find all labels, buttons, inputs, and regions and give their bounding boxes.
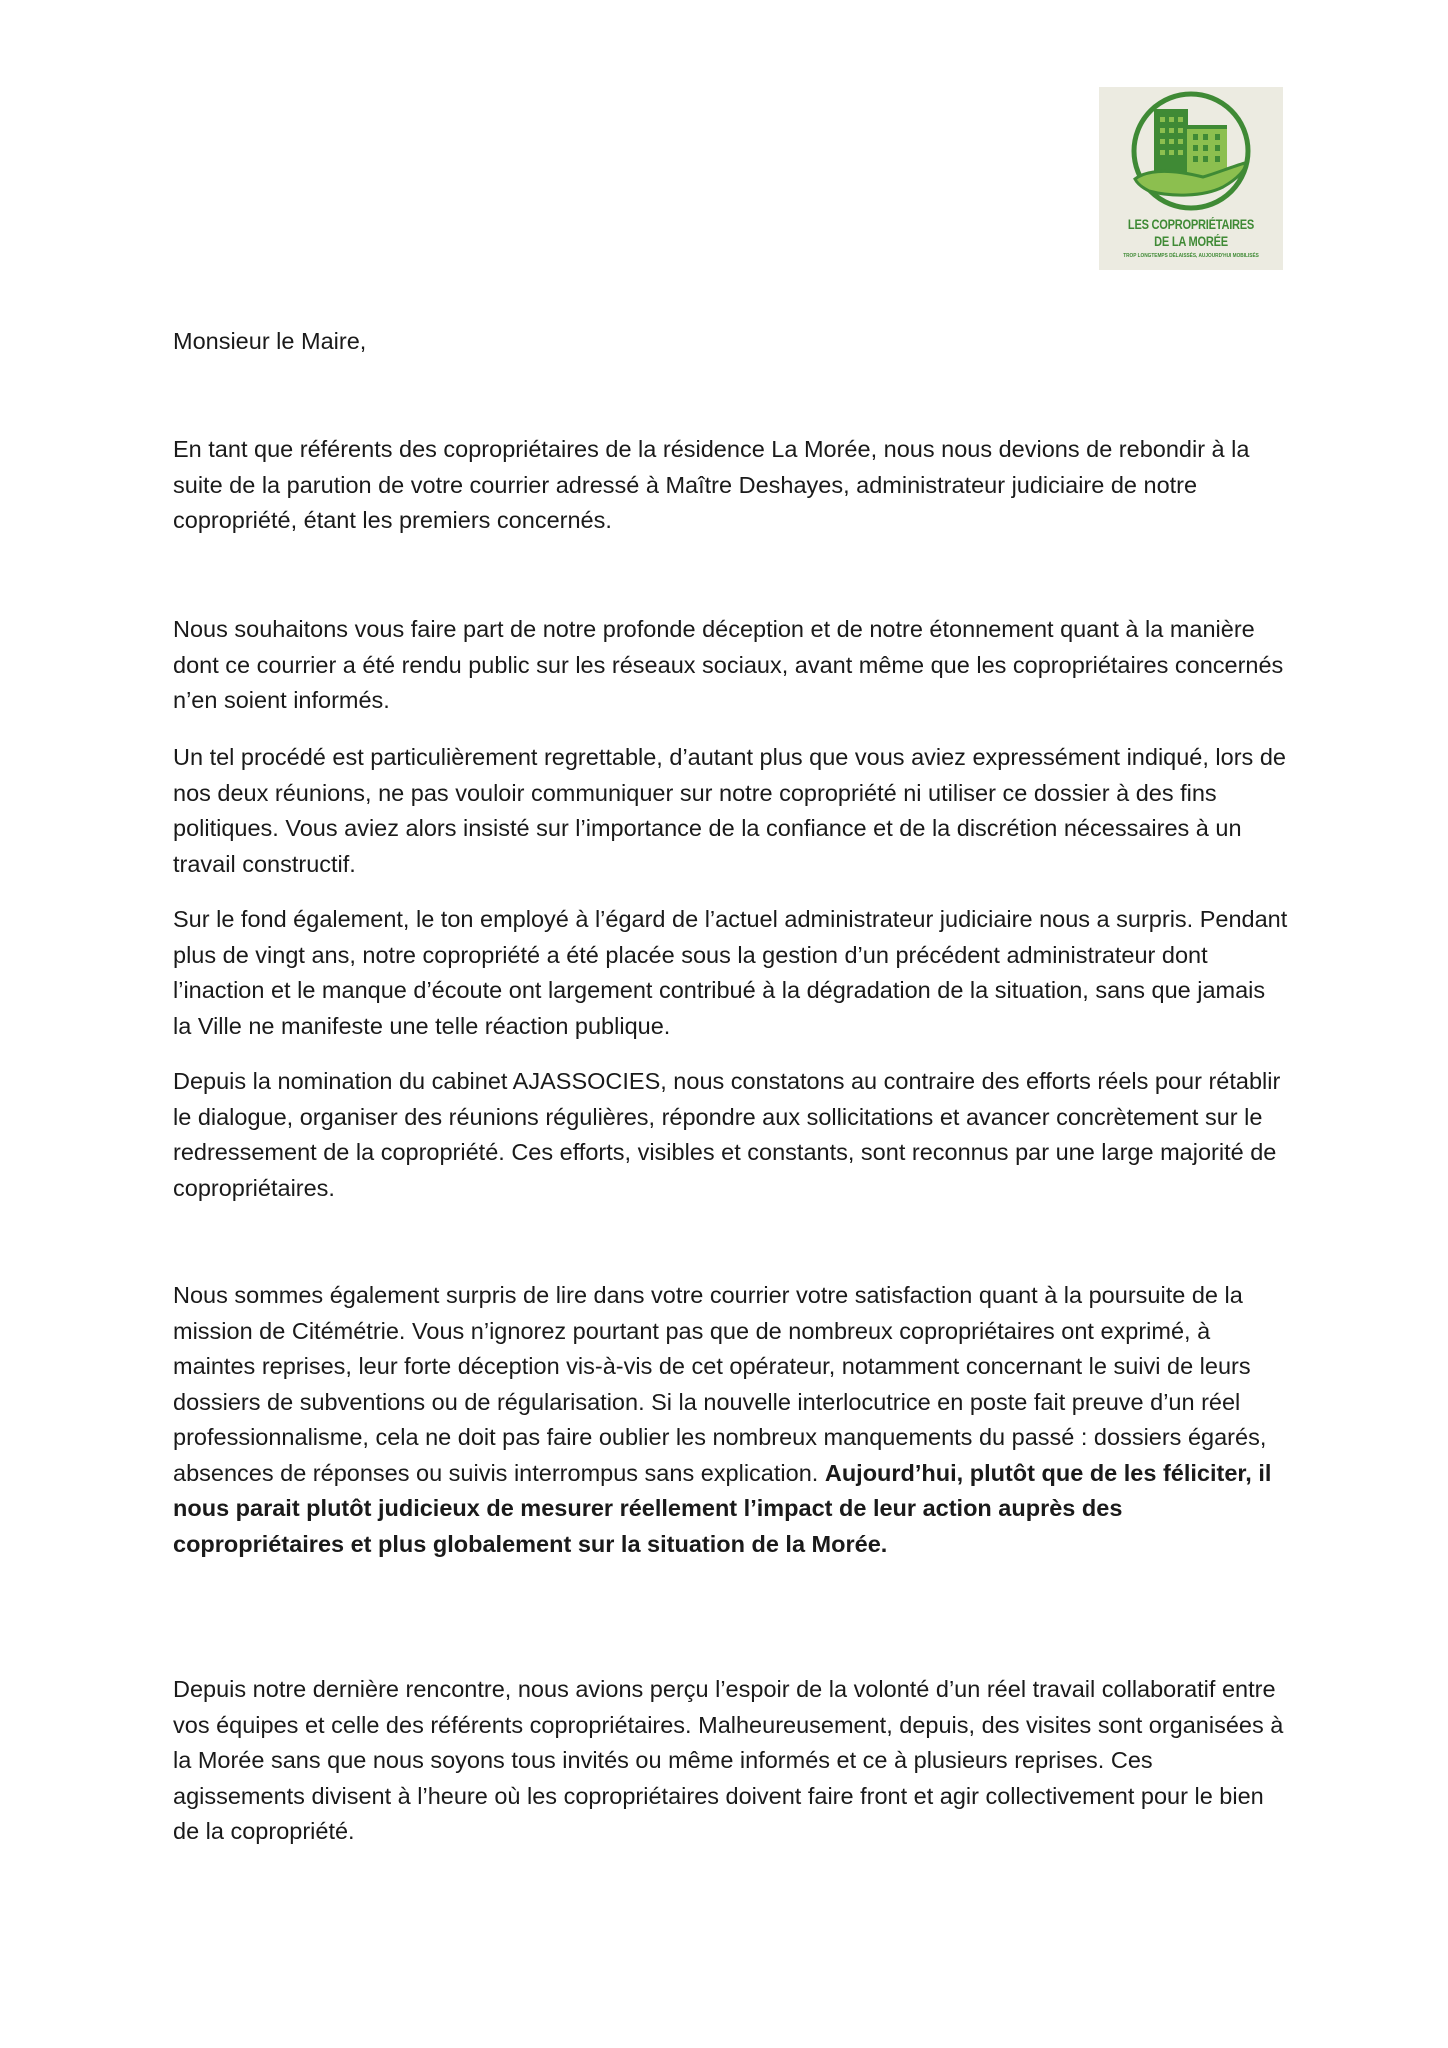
- logo-tagline: TROP LONGTEMPS DÉLAISSÉS, AUJOURD'HUI MOBILISÉS: [1123, 253, 1259, 259]
- salutation: Monsieur le Maire,: [173, 328, 367, 354]
- association-logo: [1099, 87, 1283, 270]
- paragraph-7: Depuis notre dernière rencontre, nous avions perçu l’espoir de la volonté d’un réel travail collaboratif entre vos équipes et celle des référents copropriétaires. Malheureusement, depuis, des visites sont organisées à la Morée sans que nous soyons tous invités ou même informés et ce à plusieurs reprises. Ces agissements divisent à l’heure où les copropriétaires doivent faire front et agir collectivement pour le bien de la copropriété.: [173, 1676, 1284, 1844]
- logo-title-line2: DE LA MORÉE: [1154, 234, 1228, 249]
- buildings-in-hand-icon: [1099, 87, 1283, 217]
- paragraph-4: Sur le fond également, le ton employé à l’égard de l’actuel administrateur judiciaire nous a surpris. Pendant plus de vingt ans, notre copropriété a été placée sous la gestion d’un précédent administrateur dont l’inaction et le manque d’écoute ont largement contribué à la dégradation de la situation, sans que jamais la Ville ne manifeste une telle réaction publique.: [173, 906, 1288, 1039]
- paragraph-2: Nous souhaitons vous faire part de notre profonde déception et de notre étonnement quant à la manière dont ce courrier a été rendu public sur les réseaux sociaux, avant même que les copropriétaires concernés n’en soient informés.: [173, 616, 1284, 713]
- paragraph-6: [173, 1278, 1288, 1562]
- paragraph-6-text: Nous sommes également surpris de lire dans votre courrier votre satisfaction quant à la poursuite de la mission de Citémétrie. Vous n’ignorez pourtant pas que de nombreux copropriétaires ont exprimé, à maintes reprises, leur forte déception vis-à-vis de cet opérateur, notamment concernant le suivi de leurs dossiers de subventions ou de régularisation. Si la nouvelle interlocutrice en poste fait preuve d’un réel professionnalisme, cela ne doit pas faire oublier les nombreux manquements du passé : dossiers égarés, absences de réponses ou suivis interrompus sans explication.: [173, 1282, 1267, 1486]
- paragraph-5: Depuis la nomination du cabinet AJASSOCIES, nous constatons au contraire des efforts réels pour rétablir le dialogue, organiser des réunions régulières, répondre aux sollicitations et avancer concrètement sur le redressement de la copropriété. Ces efforts, visibles et constants, sont reconnus par une large majorité de copropriétaires.: [173, 1068, 1281, 1201]
- logo-title-line1: LES COPROPRIÉTAIRES: [1127, 217, 1255, 232]
- paragraph-3: Un tel procédé est particulièrement regrettable, d’autant plus que vous aviez expressément indiqué, lors de nos deux réunions, ne pas vouloir communiquer sur notre copropriété ni utiliser ce dossier à des fins politiques. Vous aviez alors insisté sur l’importance de la confiance et de la discrétion nécessaires à un travail constructif.: [173, 744, 1286, 877]
- paragraph-1: En tant que référents des copropriétaires de la résidence La Morée, nous nous devions de rebondir à la suite de la parution de votre courrier adressé à Maître Deshayes, administrateur judiciaire de notre copropriété, étant les premiers concernés.: [173, 436, 1250, 533]
- paragraph-6-bold-text: Aujourd’hui, plutôt que de les féliciter, il nous parait plutôt judicieux de mesurer réellement l’impact de leur action auprès des copropriétaires et plus globalement sur la situation de la Morée.: [173, 1459, 1272, 1557]
